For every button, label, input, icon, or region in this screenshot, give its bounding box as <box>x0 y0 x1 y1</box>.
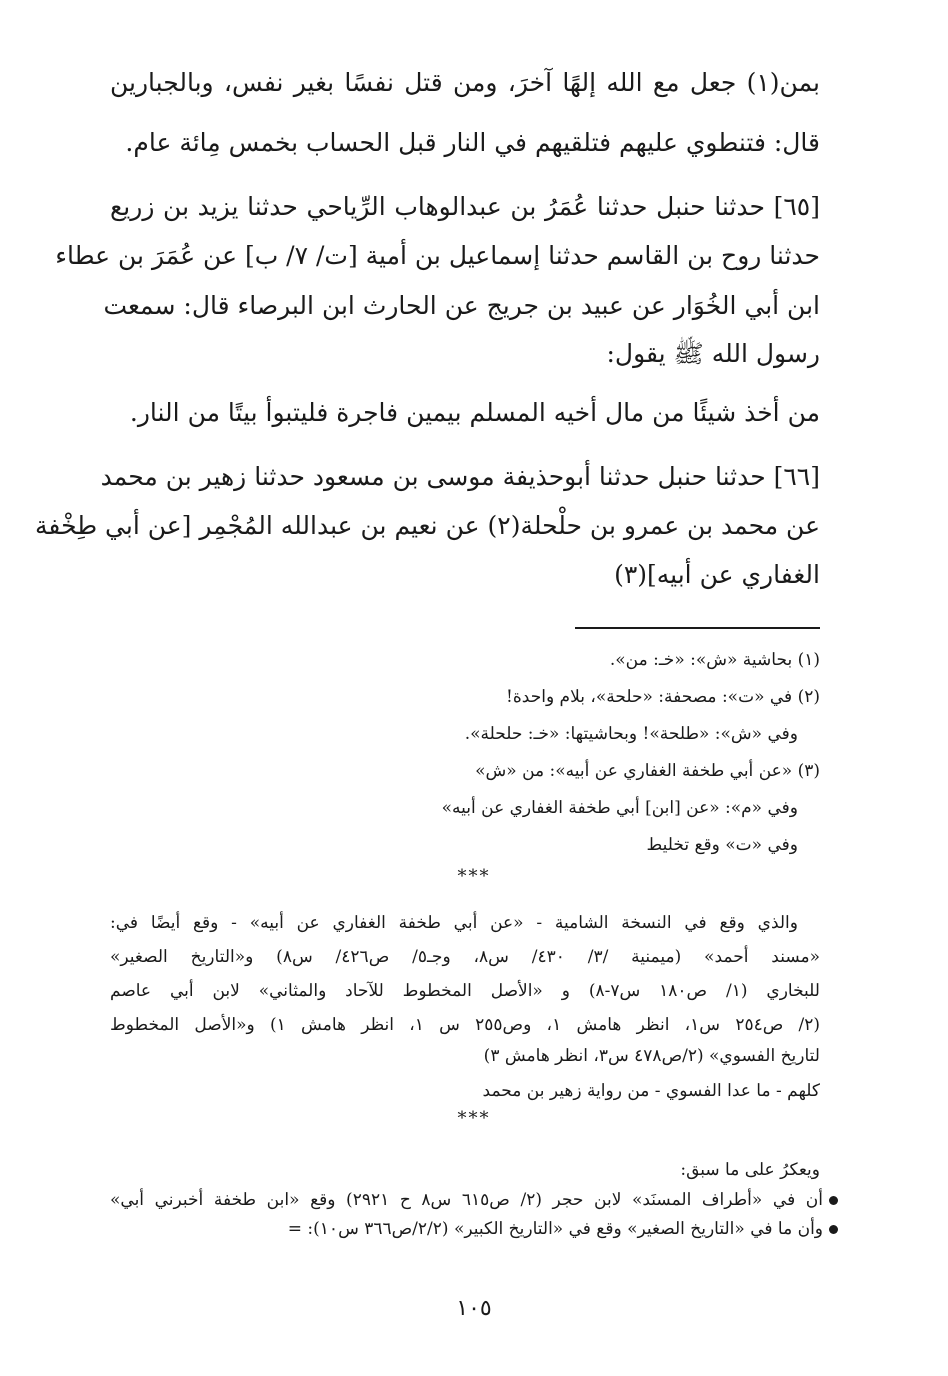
main-line-7: من أخذ شيئًا من مال أخيه المسلم بيمين فاجرة فليتبوأ بيتًا من النار. <box>129 398 820 427</box>
footnote-objection-heading: ويعكرُ على ما سبق: <box>680 1160 820 1180</box>
main-line-10: الغفاري عن أبيه](٣) <box>614 560 820 589</box>
footnote-2-cont: وفي «ش»: «طلحة»! وبحاشيتها: «خـ: حلحلة». <box>464 724 798 744</box>
footnote-note-4: (٢/ ص٢٥٤ س١، انظر هامش ١، وص٢٥٥ س ١، انظر هامش ١) و«الأصل المخطوط <box>110 1015 821 1035</box>
stars-divider-2: *** <box>457 1108 491 1129</box>
footnote-1: (١) بحاشية «ش»: «خـ: من». <box>609 650 820 670</box>
main-line-4: حدثنا روح بن القاسم حدثنا إسماعيل بن أمية [ت/ ٧/ ب] عن عُمَرَ بن عطاء <box>55 241 820 270</box>
bullet-icon <box>829 1225 838 1234</box>
footnote-note-1: والذي وقع في النسخة الشامية - «عن أبي طخفة الغفاري عن أبيه» - وقع أيضًا في: <box>110 913 798 933</box>
main-line-9: عن محمد بن عمرو بن حلْحلة(٢) عن نعيم بن عبدالله المُجْمِر [عن أبي طِخْفة <box>35 511 820 540</box>
footnote-3-cont-1: وفي «م»: «عن [ابن] أبي طخفة الغفاري عن أبيه» <box>441 798 798 818</box>
main-line-5: ابن أبي الخُوَار عن عبيد بن جريج عن الحارث ابن البرصاء قال: سمعت <box>103 291 820 320</box>
footnote-note-3: للبخاري (١/ ص١٨٠ س٧-٨) و «الأصل المخطوط للآحاد والمثاني» لابن أبي عاصم <box>110 981 820 1001</box>
footnote-note-2: «مسند أحمد» (ميمنية /٣/ ٤٣٠/ س٨، وجـ٥/ ص٤٢٦/ س٨) و«التاريخ الصغير» <box>110 947 821 967</box>
page-number: ١٠٥ <box>456 1296 492 1321</box>
main-line-3: [٦٥] حدثنا حنبل حدثنا عُمَرُ بن عبدالوهاب الرِّياحي حدثنا يزيد بن زريع <box>110 192 820 221</box>
bullet-2-text: وأن ما في «التاريخ الصغير» وقع في «التاريخ الكبير» (٢/٢/ص٣٦٦ س١٠): = <box>287 1219 823 1239</box>
footnote-3: (٣) «عن أبي طخفة الغفاري عن أبيه»: من «ش» <box>475 761 820 781</box>
main-line-6: رسول الله ﷺ يقول: <box>606 339 820 368</box>
footnote-3-cont-2: وفي «ت» وقع تخليط <box>646 835 798 855</box>
stars-divider-1: *** <box>457 866 491 887</box>
footnote-note-6: كلهم - ما عدا الفسوي - من رواية زهير بن محمد <box>482 1081 820 1101</box>
footnote-note-5: لتاريخ الفسوي» (٢/ص٤٧٨ س٣، انظر هامش ٣) <box>483 1046 820 1066</box>
footnote-bullet-1 <box>110 1187 838 1213</box>
footnote-2: (٢) في «ت»: مصحفة: «حلحة»، بلام واحدة! <box>506 687 820 707</box>
footnote-bullet-2 <box>110 1216 838 1242</box>
bullet-icon <box>829 1196 838 1205</box>
main-line-1: بمن(١) جعل مع الله إلهًا آخرَ، ومن قتل نفسًا بغير نفس، وبالجبارين <box>110 68 820 97</box>
main-line-2: قال: فتنطوي عليهم فتلقيهم في النار قبل الحساب بخمس مِائة عام. <box>125 128 820 157</box>
main-line-8: [٦٦] حدثنا حنبل حدثنا أبوحذيفة موسى بن مسعود حدثنا زهير بن محمد <box>100 462 820 491</box>
bullet-1-text: أن في «أطراف المسنَد» لابن حجر (٢/ ص٦١٥ س٨ ح ٢٩٢١) وقع «ابن طخفة أخبرني أبي» <box>110 1190 824 1210</box>
footnote-separator <box>575 627 820 629</box>
